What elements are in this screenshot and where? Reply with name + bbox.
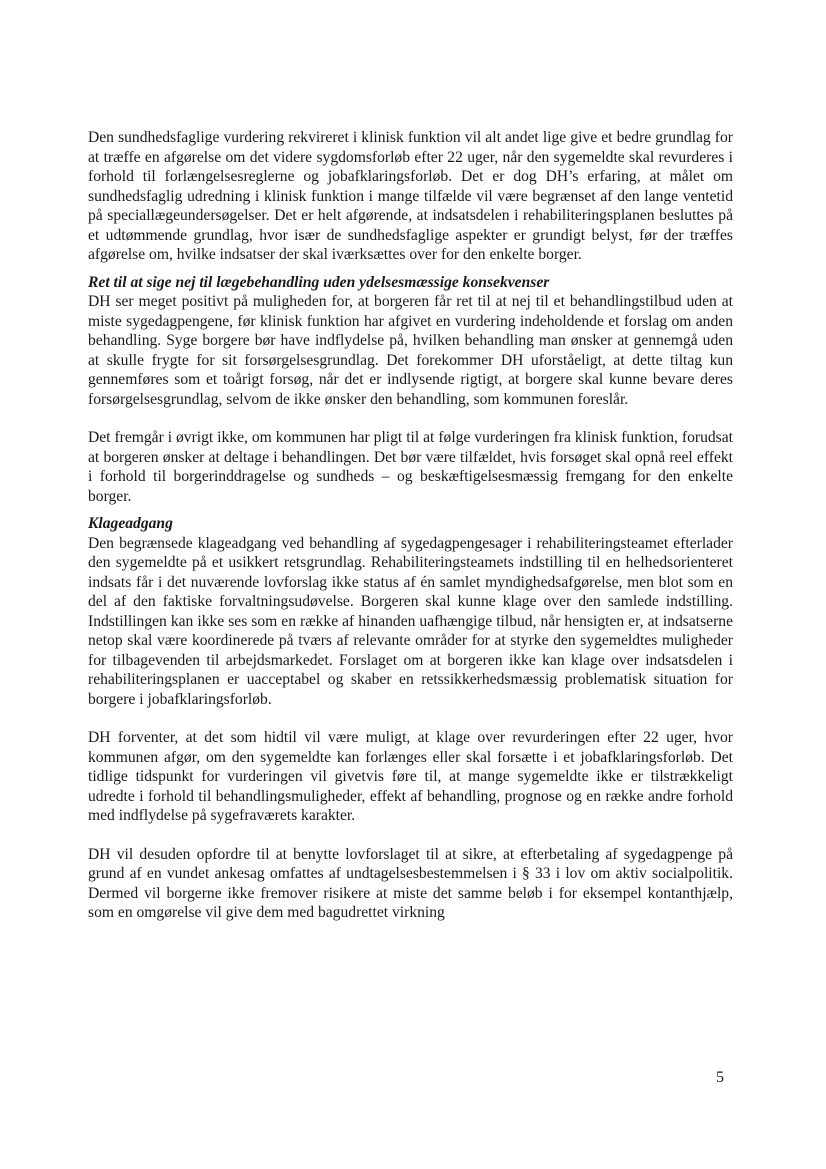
spacer — [88, 506, 733, 514]
spacer — [88, 709, 733, 728]
paragraph-clinical-assessment: Den sundhedsfaglige vurdering rekvireret i klinisk funktion vil alt andet lige give et bedre grundlag for at træffe en afgørelse om det videre sygdomsforløb efter 22 uger, når den sygemeldte skal revurderes i forhold til forlængelsesreglerne og jobafklaringsforløb. Det er dog DH’s erfaring, at målet om sundhedsfaglig udredning i klinisk funktion i mange tilfælde vil være begrænset af den lange ventetid på speciallægeundersøgelser. Det er helt afgørende, at indsatsdelen i rehabiliteringsplanen besluttes på et udtømmende grundlag, hvor især de sundhedsfaglige aspekter er grundigt belyst, før der træffes afgørelse om, hvilke indsatser der skal iværksættes over for den enkelte borger. — [88, 129, 733, 263]
paragraph-reassessment: DH forventer, at det som hidtil vil være muligt, at klage over revurderingen efter 22 uger, hvor kommunen afgør, om den sygemeldte kan forlænges eller skal forsætte i et jobafklaringsforløb. Det tidlige tidspunkt for vurderingen vil givetvis føre til, at mange sygemeldte ikke er tilstrækkeligt udredte i forhold til behandlingsmuligheder, effekt af behandling, prognose og en række andre forhold med indflydelse på sygefraværets karakter. — [88, 729, 733, 824]
page-number: 5 — [716, 1069, 724, 1086]
spacer — [88, 265, 733, 273]
paragraph-complaint-access: Den begrænsede klageadgang ved behandling af sygedagpengesager i rehabiliteringsteamet efterlader den sygemeldte på et usikkert retsgrundlag. Rehabiliteringsteamets indstilling til en helhedsorienteret indsats får i det nuværende lovforslag ikke status af én samlet myndighedsafgørelse, men blot som en del af den faktiske forvaltningsudøvelse. Borgeren skal kunne klage over den samlede indstilling. Indstillingen kan ikke ses som en række af hinanden uafhængige tilbud, når hensigten er, at indsatserne netop skal være koordinerede på tværs af relevante områder for at styrke den sygemeldtes muligheder for tilbagevenden til arbejdsmarkedet. Forslaget om at borgeren ikke kan klage over indsatsdelen i rehabiliteringsplanen er uacceptabel og skaber en retssikkerhedsmæssig problematisk situation for borgere i jobafklaringsforløb. — [88, 534, 733, 708]
spacer — [88, 409, 733, 428]
paragraph-right-to-refuse: DH ser meget positivt på muligheden for, at borgeren får ret til at nej til et behandlingstilbud uden at miste sygedagpengene, før klinisk funktion har afgivet en vurdering indeholdende et forslag om anden behandling. Syge borgere bør have indflydelse på, hvilken behandling man ønsker at gennemgå uden at skulle frygte for sit forsørgelsesgrundlag. Det forekommer DH uforståeligt, at dette tiltag kun gennemføres som et toårigt forsøg, når det er indlysende rigtigt, at borgere skal kunne bevare deres forsørgelsesgrundlag, selvom de ikke ønsker den behandling, som kommunen foreslår. — [88, 293, 733, 408]
heading-right-to-refuse: Ret til at sige nej til lægebehandling uden ydelsesmæssige konsekvenser — [88, 273, 550, 291]
document-body — [88, 128, 733, 923]
paragraph-back-payment: DH vil desuden opfordre til at benytte lovforslaget til at sikre, at efterbetaling af sygedagpenge på grund af en vundet ankesag omfattes af undtagelsesbestemmelsen i § 33 i lov om aktiv socialpolitik. Dermed vil borgerne ikke fremover risikere at miste det samme beløb i for eksempel kontanthjælp, som en omgørelse vil give dem med bagudrettet virkning — [88, 845, 733, 921]
paragraph-municipality-obligation: Det fremgår i øvrigt ikke, om kommunen har pligt til at følge vurderingen fra klinisk funktion, forudsat at borgeren ønsker at deltage i behandlingen. Det bør være tilfældet, hvis forsøget skal opnå reel effekt i forhold til borgerinddragelse og sundheds – og beskæftigelsesmæssig fremgang for den enkelte borger. — [88, 429, 733, 505]
heading-complaint-access: Klageadgang — [88, 515, 173, 532]
spacer — [88, 826, 733, 845]
